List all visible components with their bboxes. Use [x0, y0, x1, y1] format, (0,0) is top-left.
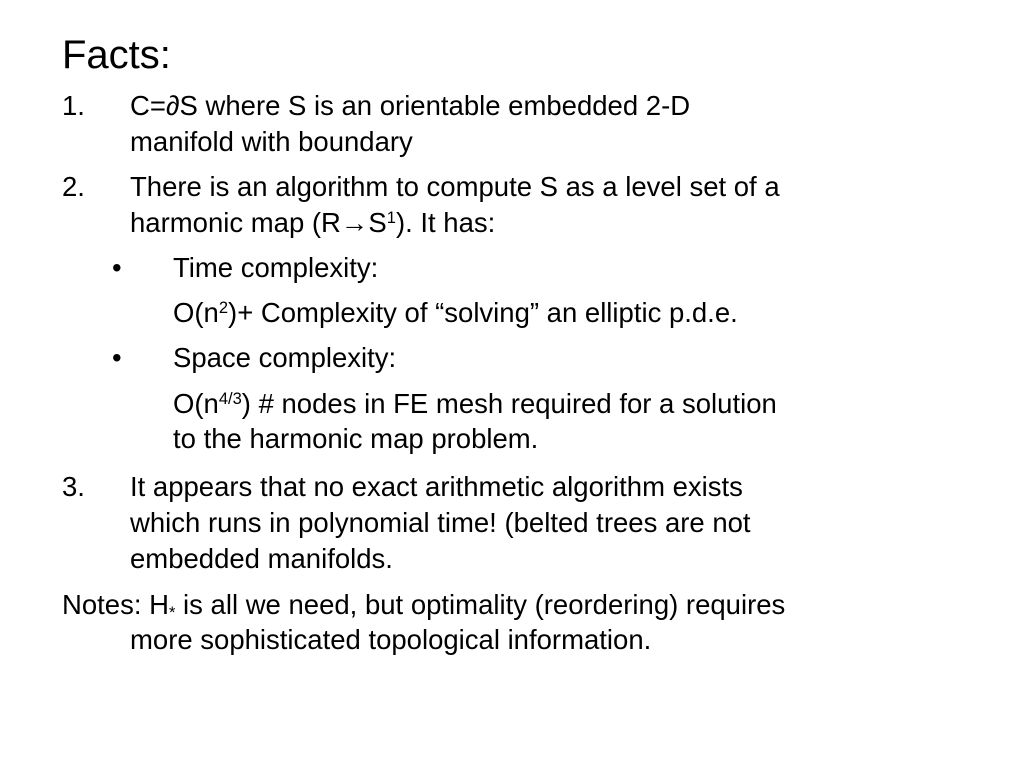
time-detail-post: )+ Complexity of “solving” an elliptic p.d.e. [228, 297, 738, 328]
space-detail-pre: O(n [173, 388, 219, 419]
fact-2-line-1: There is an algorithm to compute S as a level set of a [130, 171, 780, 202]
fact-1-number: 1. [62, 90, 85, 121]
space-complexity-label: Space complexity: [173, 342, 397, 373]
fact-2-superscript: 1 [386, 208, 396, 227]
notes-subscript: * [168, 604, 176, 623]
notes [62, 587, 992, 657]
space-complexity-detail-line-2: to the harmonic map problem. [173, 423, 539, 454]
fact-1-line-1: C=∂S where S is an orientable embedded 2-D [130, 90, 691, 121]
notes-post: is all we need, but optimality (reordering) requires [175, 589, 786, 620]
time-detail-pre: O(n [173, 297, 219, 328]
time-detail-superscript: 2 [218, 298, 229, 317]
slide-title: Facts: [62, 33, 171, 77]
notes-pre: Notes: H [62, 589, 169, 620]
space-detail-post: ) # nodes in FE mesh required for a solution [241, 388, 777, 419]
space-complexity-detail [173, 386, 963, 421]
fact-1-line-2: manifold with boundary [130, 126, 413, 157]
fact-2-line-2-pre: harmonic map (R→S [130, 207, 387, 238]
time-complexity-label: Time complexity: [173, 252, 379, 283]
time-complexity-detail [173, 295, 963, 330]
notes-line-1 [62, 589, 786, 623]
notes-line-2: more sophisticated topological information. [130, 624, 652, 655]
space-detail-superscript: 4/3 [218, 389, 242, 408]
fact-2-line-2-post: ). It has: [395, 207, 496, 238]
fact-3-number: 3. [62, 471, 85, 502]
fact-2-number: 2. [62, 171, 85, 202]
fact-3-line-2: which runs in polynomial time! (belted trees are not [130, 507, 751, 538]
bullet-symbol: • [112, 252, 122, 283]
fact-3-line-3: embedded manifolds. [130, 543, 393, 574]
fact-2-line-2 [130, 205, 980, 240]
fact-3-line-1: It appears that no exact arithmetic algorithm exists [130, 471, 743, 502]
bullet-symbol: • [112, 342, 122, 373]
